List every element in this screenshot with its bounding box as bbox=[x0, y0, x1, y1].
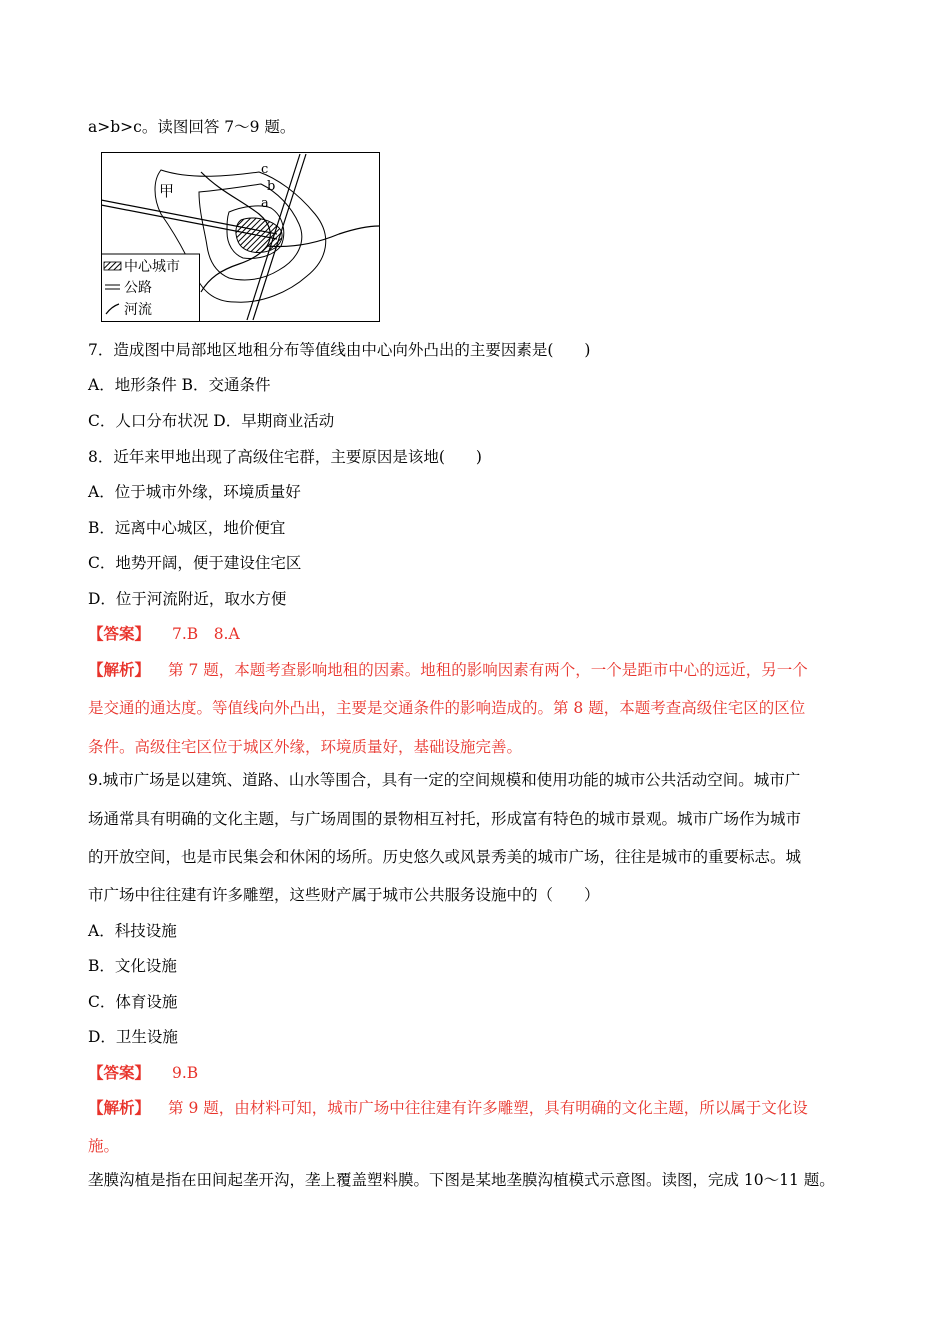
explanation-7-8-line1 bbox=[88, 660, 808, 680]
explanation-7-8-line2: 是交通的通达度。等值线向外凸出，主要是交通条件的影响造成的。第 8 题，本题考查高级住宅区的区位 bbox=[88, 699, 806, 717]
q7-stem: 7．造成图中局部地区地租分布等值线由中心向外凸出的主要因素是( ) bbox=[88, 341, 591, 359]
answer-text: 9.B bbox=[172, 1064, 199, 1082]
contour-label-a: a bbox=[261, 196, 269, 211]
explanation-text: 第 7 题，本题考查影响地租的因素。地租的影响因素有两个，一个是距市中心的远近，另一个 bbox=[168, 661, 808, 679]
map-legend bbox=[102, 254, 200, 322]
contour-label-b: b bbox=[267, 179, 276, 194]
q9-line3: 的开放空间，也是市民集会和休闲的场所。历史悠久或风景秀美的城市广场，往往是城市的重要标志。城 bbox=[88, 848, 802, 866]
q7-option-cd: C．人口分布状况 D．早期商业活动 bbox=[88, 412, 335, 430]
q9-option-b: B．文化设施 bbox=[88, 957, 177, 975]
q9-line4: 市广场中往往建有许多雕塑，这些财产属于城市公共服务设施中的（ ） bbox=[88, 886, 600, 904]
explanation-tag: 【解析】 bbox=[88, 660, 151, 679]
explanation-text: 第 9 题，由材料可知，城市广场中往往建有许多雕塑，具有明确的文化主题，所以属于文化设 bbox=[168, 1099, 808, 1117]
land-rent-map bbox=[101, 152, 380, 322]
q8-option-d: D．位于河流附近，取水方便 bbox=[88, 590, 287, 608]
answer-text: 7.B 8.A bbox=[172, 625, 240, 643]
q8-option-a: A．位于城市外缘，环境质量好 bbox=[88, 483, 301, 501]
q9-option-c: C．体育设施 bbox=[88, 993, 178, 1011]
q8-stem: 8．近年来甲地出现了高级住宅群，主要原因是该地( ) bbox=[88, 448, 482, 466]
legend-center-label: 中心城市 bbox=[124, 259, 180, 275]
contour-label-c: c bbox=[261, 162, 269, 177]
answer-9 bbox=[88, 1063, 198, 1083]
q8-option-b: B．远离中心城区，地价便宜 bbox=[88, 519, 286, 537]
explanation-7-8-line3: 条件。高级住宅区位于城区外缘，环境质量好，基础设施完善。 bbox=[88, 738, 523, 756]
q8-option-c: C．地势开阔，便于建设住宅区 bbox=[88, 554, 302, 572]
answer-tag: 【答案】 bbox=[88, 624, 151, 643]
legend-river-label: 河流 bbox=[124, 302, 152, 318]
explanation-9-line2: 施。 bbox=[88, 1137, 120, 1155]
q9-option-a: A．科技设施 bbox=[88, 922, 177, 940]
explanation-9-line1 bbox=[88, 1098, 808, 1118]
explanation-tag: 【解析】 bbox=[88, 1098, 151, 1117]
legend-road-label: 公路 bbox=[124, 280, 152, 296]
q9-line2: 场通常具有明确的文化主题，与广场周围的景物相互衬托，形成富有特色的城市景观。城市广场作为城市 bbox=[88, 810, 802, 828]
region-label: 甲 bbox=[159, 182, 175, 200]
intro-text: a>b>c。读图回答 7～9 题。 bbox=[88, 118, 296, 136]
q7-option-ab: A．地形条件 B．交通条件 bbox=[88, 376, 271, 394]
legend-center-swatch bbox=[104, 262, 121, 270]
answer-7-8 bbox=[88, 624, 240, 644]
q9-option-d: D．卫生设施 bbox=[88, 1028, 178, 1046]
outro-text: 垄膜沟植是指在田间起垄开沟，垄上覆盖塑料膜。下图是某地垄膜沟植模式示意图。读图，完成 10～11 题。 bbox=[88, 1171, 835, 1189]
q9-line1: 9.城市广场是以建筑、道路、山水等围合，具有一定的空间规模和使用功能的城市公共活动空间。城市广 bbox=[88, 771, 801, 789]
answer-tag: 【答案】 bbox=[88, 1063, 151, 1082]
